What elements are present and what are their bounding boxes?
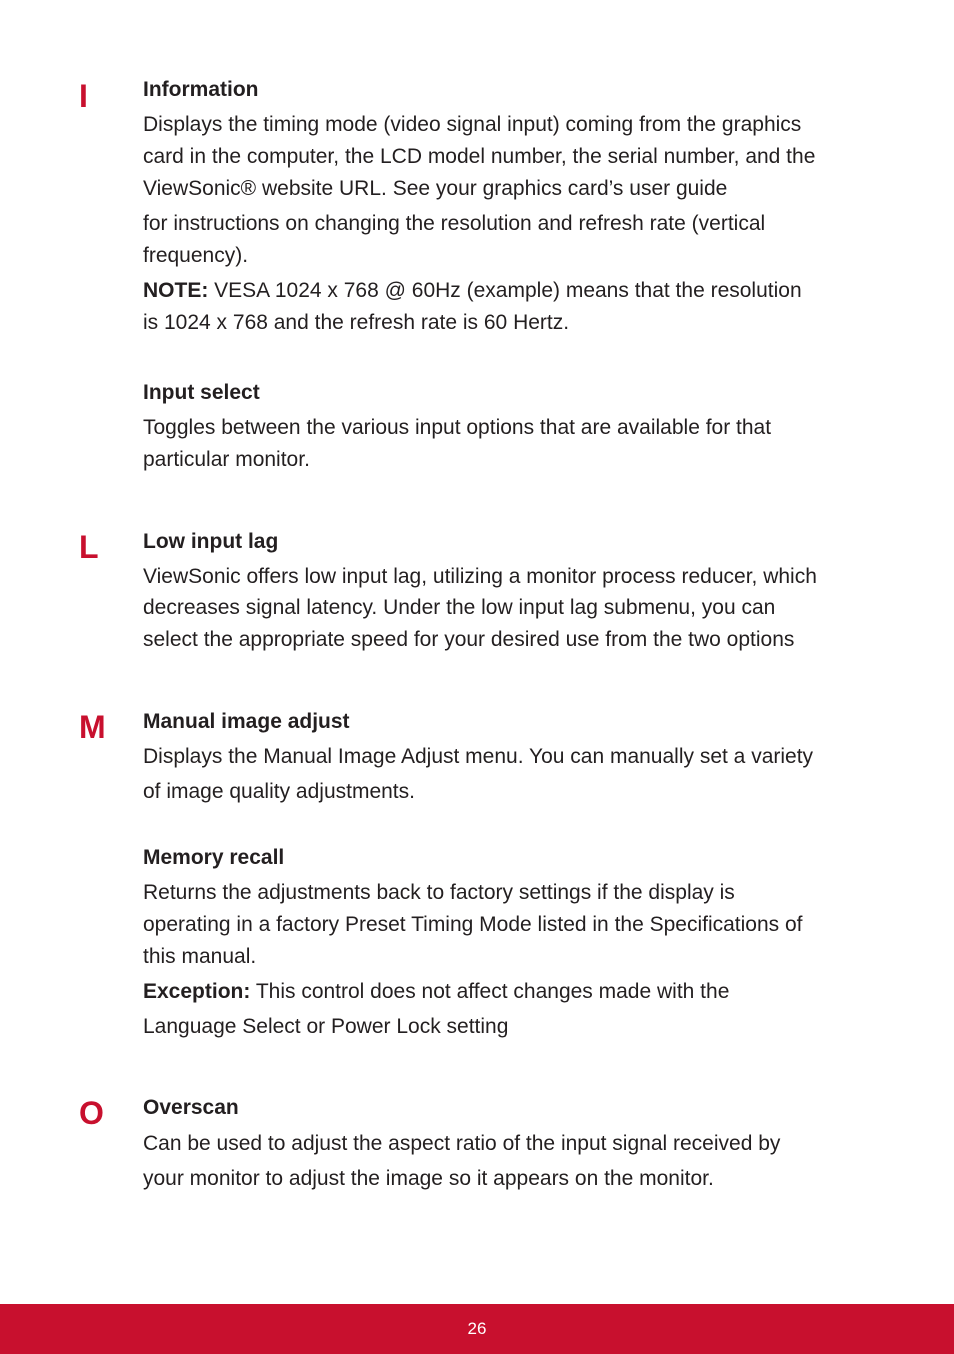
section-letter-l: L bbox=[79, 529, 99, 565]
page-number: 26 bbox=[467, 1319, 487, 1338]
note-text-1: VESA 1024 x 768 @ 60Hz (example) means that the resolution bbox=[208, 279, 802, 302]
information-line-1: Displays the timing mode (video signal input) coming from the graphics bbox=[143, 113, 802, 136]
term-title-low-input-lag: Low input lag bbox=[143, 530, 279, 553]
information-line-5: frequency). bbox=[143, 244, 249, 267]
information-line-4: for instructions on changing the resolution and refresh rate (vertical bbox=[143, 212, 766, 235]
term-title-memory-recall: Memory recall bbox=[143, 846, 285, 869]
input-select-line-2: particular monitor. bbox=[143, 448, 310, 471]
low-input-lag-line-1: ViewSonic offers low input lag, utilizing a monitor process reducer, which bbox=[143, 565, 817, 588]
term-title-information: Information bbox=[143, 78, 259, 101]
term-title-overscan: Overscan bbox=[143, 1096, 239, 1119]
overscan-line-2: your monitor to adjust the image so it appears on the monitor. bbox=[143, 1167, 714, 1190]
note-label: NOTE: bbox=[143, 279, 209, 302]
memory-recall-line-1: Returns the adjustments back to factory settings if the display is bbox=[143, 881, 735, 904]
term-title-manual-image-adjust: Manual image adjust bbox=[143, 710, 350, 733]
overscan-line-1: Can be used to adjust the aspect ratio of the input signal received by bbox=[143, 1132, 781, 1155]
information-line-2: card in the computer, the LCD model number, the serial number, and the bbox=[143, 145, 816, 168]
memory-recall-exception bbox=[143, 980, 729, 1004]
input-select-line-1: Toggles between the various input options that are available for that bbox=[143, 416, 772, 439]
memory-recall-line-3: this manual. bbox=[143, 945, 257, 968]
section-letter-i: I bbox=[79, 78, 88, 114]
term-title-input-select: Input select bbox=[143, 381, 260, 404]
note-text-2: is 1024 x 768 and the refresh rate is 60 Hertz. bbox=[143, 311, 570, 334]
manual-image-adjust-line-2: of image quality adjustments. bbox=[143, 780, 415, 803]
manual-image-adjust-line-1: Displays the Manual Image Adjust menu. You can manually set a variety bbox=[143, 745, 814, 768]
information-line-3: ViewSonic® website URL. See your graphics card’s user guide bbox=[143, 177, 728, 200]
exception-label: Exception: bbox=[143, 980, 251, 1003]
information-note bbox=[143, 279, 802, 303]
section-letter-m: M bbox=[79, 709, 106, 745]
low-input-lag-line-2: decreases signal latency. Under the low input lag submenu, you can bbox=[143, 596, 776, 619]
exception-text-2: Language Select or Power Lock setting bbox=[143, 1015, 509, 1038]
low-input-lag-line-3: select the appropriate speed for your desired use from the two options bbox=[143, 628, 795, 651]
memory-recall-line-2: operating in a factory Preset Timing Mode listed in the Specifications of bbox=[143, 913, 803, 936]
exception-text-1: This control does not affect changes made with the bbox=[250, 980, 730, 1003]
section-letter-o: O bbox=[79, 1095, 104, 1131]
